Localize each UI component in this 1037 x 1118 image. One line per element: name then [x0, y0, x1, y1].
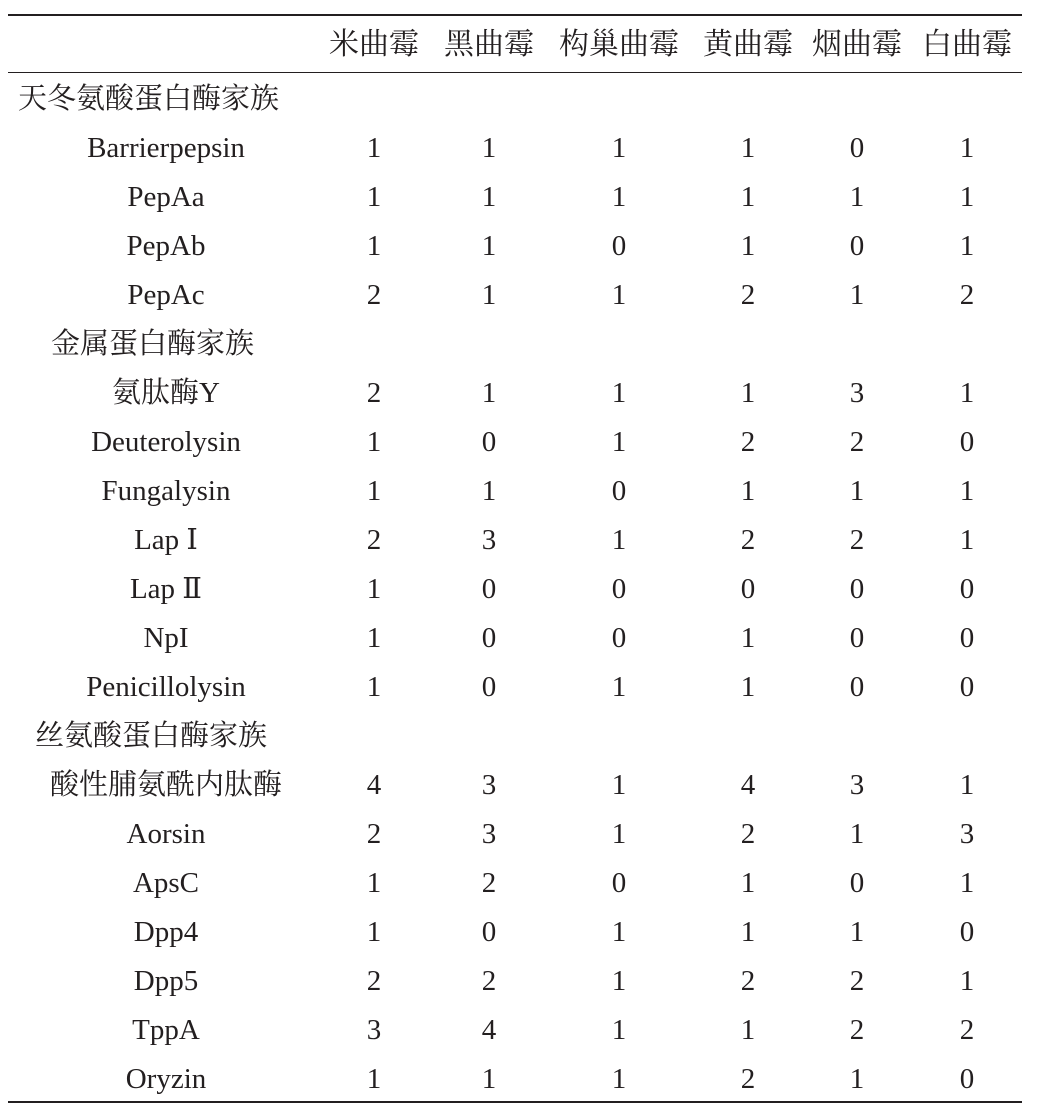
table-row [8, 908, 1022, 957]
table-cell: 0 [959, 426, 975, 458]
table-cell: 3 [959, 818, 975, 850]
table-cell: 1 [849, 279, 865, 311]
table-row [8, 1006, 1022, 1055]
table-cell: 0 [849, 132, 865, 164]
column-header: 米曲霉 [329, 28, 419, 61]
section-heading-row [8, 712, 1022, 761]
row-label: Dpp5 [133, 965, 199, 997]
table-cell: 4 [481, 1014, 497, 1046]
table-cell: 0 [611, 622, 627, 654]
table-cell: 1 [740, 475, 756, 507]
table-cell: 0 [849, 622, 865, 654]
table-cell: 0 [481, 916, 497, 948]
table-cell: 1 [481, 132, 497, 164]
table-cell: 1 [740, 132, 756, 164]
section-title: 金属蛋白酶家族 [51, 328, 255, 360]
table-row [8, 173, 1022, 222]
row-label: TppA [132, 1014, 200, 1046]
table-cell: 2 [481, 965, 497, 997]
table-cell: 0 [849, 867, 865, 899]
row-label: Oryzin [125, 1063, 207, 1095]
table-cell: 0 [959, 1063, 975, 1095]
table-cell: 2 [959, 279, 975, 311]
table-cell: 1 [611, 377, 627, 409]
table-cell: 2 [740, 965, 756, 997]
table-cell: 0 [481, 671, 497, 703]
table-row [8, 565, 1022, 614]
table-cell: 1 [611, 524, 627, 556]
table-cell: 0 [959, 622, 975, 654]
table-row [8, 418, 1022, 467]
table-cell: 2 [740, 524, 756, 556]
table-row [8, 124, 1022, 173]
table-cell: 1 [959, 965, 975, 997]
row-label: Lap Ⅱ [129, 573, 203, 605]
table-cell: 1 [740, 622, 756, 654]
table-cell: 1 [366, 671, 382, 703]
row-label: PepAa [127, 181, 205, 213]
row-label: PepAb [126, 230, 206, 262]
table-cell: 1 [481, 1063, 497, 1095]
table-header-row [8, 20, 1022, 69]
column-header: 黑曲霉 [444, 28, 534, 61]
table-cell: 2 [849, 965, 865, 997]
table-cell: 1 [849, 1063, 865, 1095]
table-row [8, 859, 1022, 908]
table-cell: 2 [366, 524, 382, 556]
table-row [8, 271, 1022, 320]
table-cell: 1 [366, 426, 382, 458]
table-cell: 2 [959, 1014, 975, 1046]
section-title: 丝氨酸蛋白酶家族 [35, 720, 268, 752]
table-cell: 3 [481, 524, 497, 556]
table-cell: 2 [740, 1063, 756, 1095]
table-cell: 1 [959, 377, 975, 409]
table-cell: 2 [481, 867, 497, 899]
table-cell: 1 [481, 230, 497, 262]
table-cell: 1 [611, 1014, 627, 1046]
table-cell: 1 [611, 132, 627, 164]
table-cell: 1 [959, 867, 975, 899]
table-cell: 0 [611, 573, 627, 605]
table-cell: 1 [959, 475, 975, 507]
table-cell: 1 [481, 279, 497, 311]
table-cell: 1 [849, 181, 865, 213]
table-cell: 1 [740, 1014, 756, 1046]
table-cell: 1 [959, 132, 975, 164]
table-cell: 0 [481, 426, 497, 458]
table-cell: 1 [740, 377, 756, 409]
table-cell: 1 [366, 475, 382, 507]
table-cell: 1 [611, 965, 627, 997]
table-cell: 3 [849, 769, 865, 801]
table-cell: 0 [849, 573, 865, 605]
table-cell: 2 [366, 279, 382, 311]
table-cell: 1 [959, 181, 975, 213]
table-row [8, 761, 1022, 810]
table-cell: 0 [611, 867, 627, 899]
table-cell: 2 [366, 818, 382, 850]
table-cell: 1 [481, 181, 497, 213]
table-cell: 3 [849, 377, 865, 409]
table-row [8, 614, 1022, 663]
table-cell: 4 [740, 769, 756, 801]
table-cell: 1 [740, 671, 756, 703]
table-cell: 2 [740, 818, 756, 850]
row-label: NpI [143, 622, 189, 654]
table-cell: 1 [366, 573, 382, 605]
table-cell: 1 [849, 475, 865, 507]
row-label: Fungalysin [101, 475, 231, 507]
table-cell: 1 [481, 377, 497, 409]
table-top-rule [8, 14, 1022, 16]
table-row [8, 810, 1022, 859]
table-cell: 1 [611, 916, 627, 948]
table-cell: 1 [611, 671, 627, 703]
row-label: 酸性脯氨酰内肽酶 [49, 769, 282, 801]
row-label: Aorsin [126, 818, 206, 850]
table-row [8, 467, 1022, 516]
table-row [8, 663, 1022, 712]
table-cell: 0 [959, 671, 975, 703]
table-row [8, 222, 1022, 271]
table-cell: 1 [611, 1063, 627, 1095]
table-cell: 1 [849, 818, 865, 850]
table-row [8, 369, 1022, 418]
table-row [8, 1055, 1022, 1104]
row-label: Dpp4 [133, 916, 199, 948]
table-cell: 1 [611, 279, 627, 311]
column-header: 烟曲霉 [812, 28, 902, 61]
table-cell: 0 [611, 230, 627, 262]
table-cell: 1 [740, 181, 756, 213]
table-cell: 0 [481, 622, 497, 654]
column-header: 白曲霉 [922, 28, 1012, 61]
table-cell: 3 [481, 818, 497, 850]
column-header: 黄曲霉 [703, 28, 793, 61]
table-cell: 1 [366, 1063, 382, 1095]
table-cell: 1 [849, 916, 865, 948]
table-cell: 2 [849, 426, 865, 458]
table-cell: 1 [740, 867, 756, 899]
table-cell: 0 [740, 573, 756, 605]
table-bottom-rule [8, 1101, 1022, 1103]
table-cell: 1 [611, 818, 627, 850]
row-label: Penicillolysin [86, 671, 246, 703]
table-cell: 1 [959, 769, 975, 801]
table-cell: 0 [959, 916, 975, 948]
table-cell: 1 [611, 181, 627, 213]
table-cell: 3 [481, 769, 497, 801]
table-cell: 3 [366, 1014, 382, 1046]
table-cell: 1 [366, 867, 382, 899]
table-cell: 2 [366, 965, 382, 997]
row-label: ApsC [132, 867, 200, 899]
table-cell: 1 [740, 916, 756, 948]
table-row [8, 516, 1022, 565]
table-cell: 2 [740, 426, 756, 458]
table-cell: 0 [959, 573, 975, 605]
table-cell: 1 [366, 230, 382, 262]
table-cell: 1 [366, 622, 382, 654]
table-cell: 0 [481, 573, 497, 605]
table-cell: 1 [366, 916, 382, 948]
row-label: PepAc [127, 279, 205, 311]
row-label: 氨肽酶Y [112, 377, 220, 409]
column-header: 构巢曲霉 [559, 28, 679, 61]
row-label: Barrierpepsin [87, 132, 245, 164]
row-label: Lap Ⅰ [134, 524, 198, 556]
table-cell: 2 [366, 377, 382, 409]
table-cell: 1 [959, 230, 975, 262]
table-cell: 2 [849, 524, 865, 556]
table-cell: 1 [366, 132, 382, 164]
table-cell: 1 [740, 230, 756, 262]
section-heading-row [8, 75, 1022, 124]
section-heading-row [8, 320, 1022, 369]
table-cell: 0 [849, 671, 865, 703]
table-cell: 0 [849, 230, 865, 262]
row-label: Deuterolysin [91, 426, 241, 458]
section-title: 天冬氨酸蛋白酶家族 [18, 83, 280, 115]
table-row [8, 957, 1022, 1006]
table-cell: 2 [849, 1014, 865, 1046]
table-cell: 1 [366, 181, 382, 213]
table-cell: 2 [740, 279, 756, 311]
table-cell: 1 [611, 426, 627, 458]
table-cell: 1 [611, 769, 627, 801]
table-cell: 0 [611, 475, 627, 507]
table-header-rule [8, 72, 1022, 73]
table-cell: 1 [481, 475, 497, 507]
table-cell: 1 [959, 524, 975, 556]
table-cell: 4 [366, 769, 382, 801]
